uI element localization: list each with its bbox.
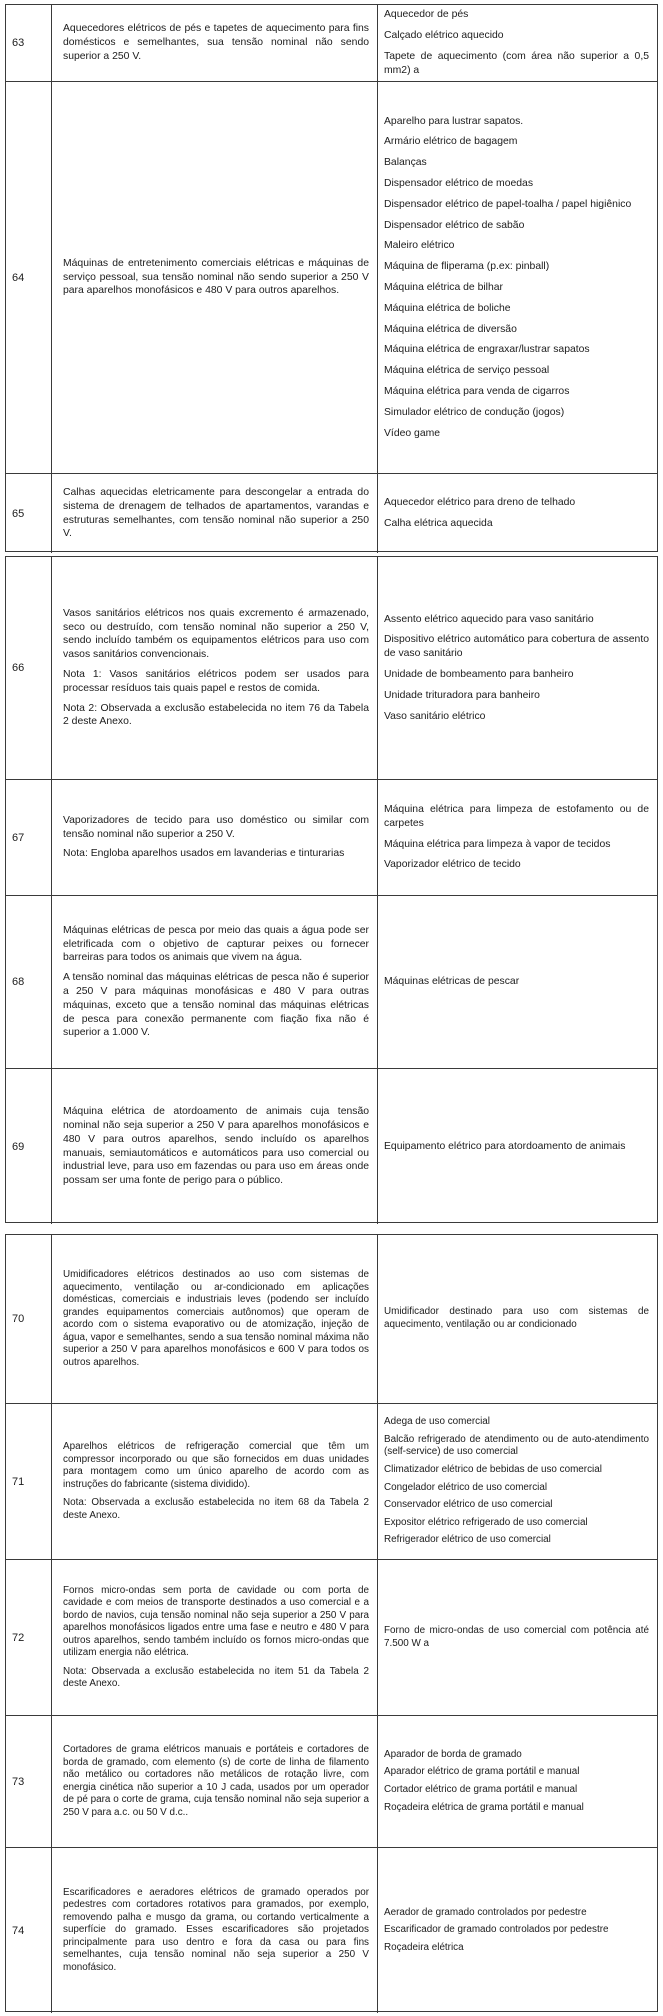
product-item: Calha elétrica aquecida xyxy=(384,518,493,529)
product-item: Unidade de bombeamento para banheiro xyxy=(384,669,574,680)
product-item: Expositor elétrico refrigerado de uso comercial xyxy=(384,1516,588,1528)
description-paragraph: Vasos sanitários elétricos nos quais excremento é armazenado, seco ou destruído, com tensão nominal não superior a 250 V, sendo incluído também os equipamentos elétricos para uso com vasos sanitários convencionais. xyxy=(63,607,369,661)
product-item: Máquinas elétricas de pescar xyxy=(384,976,520,988)
product-item: Aquecedor de pés xyxy=(384,9,469,21)
description-paragraph: Umidificadores elétricos destinados ao uso com sistemas de aquecimento, ventilação ou ar-condicionado em aplicações domésticas, comerciais e industriais leves (podendo ser incluído grandes equipamentos comerciais autônomos) que operam de acordo com o sistema evaporativo ou de atomização, injeção de água, vapor e semelhantes, sendo a sua tensão nominal máxima não superior a 250 V para aparelhos monofásicos e 600 V para todos os outros aparelhos. xyxy=(63,1269,369,1368)
description-note: Nota: Observada a exclusão estabelecida no item 51 da Tabela 2 deste Anexo. xyxy=(63,1665,369,1689)
product-item: Armário elétrico de bagagem xyxy=(384,136,518,148)
table-row-63 xyxy=(6,5,657,81)
description-paragraph: Aquecedores elétricos de pés e tapetes de aquecimento para fins domésticos e semelhantes, sua tensão nominal não sendo superior a 250 V. xyxy=(63,23,369,62)
item-description xyxy=(51,1560,378,1715)
product-item: Maleiro elétrico xyxy=(384,240,455,252)
table-row-71 xyxy=(6,1403,657,1559)
item-number: 71 xyxy=(12,1475,25,1488)
description-paragraph: Máquina elétrica de atordoamento de animais cuja tensão nominal não seja superior a 250 V para aparelhos monofásicos e 480 V para outros aparelhos, sendo incluído os aparelhos manuais, semiautomáticos e automáticos para uso comercial ou industrial leve, para uso em fazendas ou para uso em áreas onde possam ser uma fonte de perigo para o público. xyxy=(63,1106,369,1187)
description-paragraph: Máquinas elétricas de pesca por meio das quais a água pode ser eletrificada com o objetivo de capturar peixes ou fornecer barreiras para todos os animais que vivem na água. xyxy=(63,924,369,964)
product-item: Equipamento elétrico para atordoamento de animais xyxy=(384,1140,626,1152)
product-list xyxy=(378,896,657,1068)
product-item: Vídeo game xyxy=(384,427,441,439)
description-paragraph: Aparelhos elétricos de refrigeração comercial que têm um compressor incorporado ou que são fornecidos em duas unidades para montagem como um único aparelho de acordo com as instruções do fabricante (sistema dividido). xyxy=(63,1441,369,1490)
product-list xyxy=(378,1716,657,1847)
description-paragraph: Fornos micro-ondas sem porta de cavidade ou com porta de cavidade e com meios de transporte destinados a uso comercial e a bordo de navios, cuja tensão nominal não seja superior a 250 V para aparelhos monofásicos ligados entre uma fase e neutro e 480 V para outros aparelhos, sendo também incluído os fornos micro-ondas que utilizam energia não elétrica. xyxy=(63,1584,369,1658)
item-description xyxy=(51,896,378,1068)
product-item: Adega de uso comercial xyxy=(384,1416,490,1428)
product-list xyxy=(378,82,657,473)
product-item: Calçado elétrico aquecido xyxy=(384,30,504,42)
product-item: Dispensador elétrico de moedas xyxy=(384,178,534,190)
description-note: Nota: Engloba aparelhos usados em lavanderias e tinturarias xyxy=(63,848,345,860)
item-number: 65 xyxy=(12,507,25,520)
table-row-69 xyxy=(6,1068,657,1224)
product-item: Dispensador elétrico de sabão xyxy=(384,219,525,231)
item-number: 70 xyxy=(12,1313,25,1325)
item-description xyxy=(51,1848,378,2013)
product-item: Congelador elétrico de uso comercial xyxy=(384,1481,548,1493)
item-description xyxy=(51,1235,378,1403)
item-description xyxy=(51,82,378,473)
product-list xyxy=(378,1235,657,1403)
table-row-68 xyxy=(6,895,657,1068)
description-paragraph: Vaporizadores de tecido para uso doméstico ou similar com tensão nominal não superior a 250 V. xyxy=(63,814,369,840)
product-list xyxy=(378,474,657,553)
product-list xyxy=(378,1848,657,2013)
item-number: 72 xyxy=(12,1631,25,1644)
product-item: Escarificador de gramado controlados por pedestre xyxy=(384,1924,609,1936)
product-item: Conservador elétrico de uso comercial xyxy=(384,1499,553,1511)
description-paragraph: Cortadores de grama elétricos manuais e portáteis e cortadores de borda de gramado, com elemento (s) de corte de linha de filamento não metálico ou cortadores não metálicos de rotação livre, com energia cinética não superior a 10 J cada, usados por um operador de pé para o corte de grama, cuja tensão nominal não seja superior a 250 V para a.c. ou 50 V d.c.. xyxy=(63,1744,369,1818)
item-number: 66 xyxy=(12,662,25,674)
product-item: Vaso sanitário elétrico xyxy=(384,710,486,722)
item-number: 69 xyxy=(12,1140,25,1153)
table-row-73 xyxy=(6,1715,657,1847)
table-row-66 xyxy=(6,557,657,779)
product-item: Unidade trituradora para banheiro xyxy=(384,689,540,701)
item-description xyxy=(51,1716,378,1847)
product-item: Máquina elétrica para venda de cigarros xyxy=(384,385,570,397)
item-number: 73 xyxy=(12,1775,25,1788)
product-item: Balanças xyxy=(384,157,427,169)
product-item: Máquina elétrica para limpeza de estofamento ou de carpetes xyxy=(384,803,649,829)
product-item: Roçadeira elétrica de grama portátil e manual xyxy=(384,1801,584,1813)
product-item: Máquina elétrica de diversão xyxy=(384,323,517,335)
product-list xyxy=(378,1069,657,1224)
table-row-65 xyxy=(6,473,657,553)
description-note: Nota 1: Vasos sanitários elétricos podem ser usados para processar resíduos tais quais papel e restos de comida. xyxy=(63,669,369,694)
description-paragraph: Calhas aquecidas eletricamente para descongelar a entrada do sistema de drenagem de telhados de apartamentos, varandas e estruturas semelhantes, com tensão nominal não superior a 250 V. xyxy=(63,486,369,540)
product-item: Dispensador elétrico de papel-toalha / papel higiênico xyxy=(384,198,632,210)
table-row-74 xyxy=(6,1847,657,2013)
item-description xyxy=(51,1404,378,1559)
item-description xyxy=(51,1069,378,1224)
item-description xyxy=(51,474,378,553)
item-number: 63 xyxy=(12,37,25,49)
product-list xyxy=(378,5,657,81)
product-item: Umidificador destinado para uso com sistemas de aquecimento, ventilação ou ar condicionado xyxy=(384,1306,649,1330)
description-paragraph: Máquinas de entretenimento comerciais elétricas e máquinas de serviço pessoal, sua tensão nominal não sendo superior a 250 V para aparelhos monofásicos e 480 V para outros aparelhos. xyxy=(63,257,369,297)
item-number: 74 xyxy=(12,1924,25,1937)
product-list xyxy=(378,557,657,779)
item-number: 67 xyxy=(12,831,25,844)
product-item: Dispositivo elétrico automático para cobertura de assento de vaso sanitário xyxy=(384,634,649,660)
product-list xyxy=(378,1560,657,1715)
product-item: Aquecedor elétrico para dreno de telhado xyxy=(384,497,576,509)
product-item: Aparelho para lustrar sapatos. xyxy=(384,115,524,127)
product-item: Máquina elétrica de boliche xyxy=(384,302,511,314)
table-segment-2 xyxy=(5,556,658,1223)
product-item: Máquina de fliperama (p.ex: pinball) xyxy=(384,261,550,273)
description-paragraph: A tensão nominal das máquinas elétricas de pesca não é superior a 250 V para máquinas monofásicas e 480 V para outras máquinas, exceto que a tensão nominal das máquinas elétricas de pesca para conexão permanente com fiação fixa não é superior a 1.000 V. xyxy=(63,972,369,1039)
table-row-72 xyxy=(6,1559,657,1715)
product-item: Aerador de gramado controlados por pedestre xyxy=(384,1906,587,1918)
product-item: Tapete de aquecimento (com área não superior a 0,5 mm2) a xyxy=(384,51,649,76)
product-item: Cortador elétrico de grama portátil e manual xyxy=(384,1784,578,1795)
product-item: Refrigerador elétrico de uso comercial xyxy=(384,1534,551,1546)
product-item: Assento elétrico aquecido para vaso sanitário xyxy=(384,613,594,625)
product-item: Roçadeira elétrica xyxy=(384,1941,464,1953)
product-item: Máquina elétrica de serviço pessoal xyxy=(384,365,550,377)
product-item: Aparador elétrico de grama portátil e manual xyxy=(384,1766,580,1778)
product-list xyxy=(378,780,657,895)
product-item: Máquina elétrica de engraxar/lustrar sapatos xyxy=(384,344,590,356)
item-description xyxy=(51,557,378,779)
table-row-64 xyxy=(6,81,657,473)
product-list xyxy=(378,1404,657,1559)
product-item: Climatizador elétrico de bebidas de uso comercial xyxy=(384,1463,602,1475)
product-item: Máquina elétrica para limpeza à vapor de tecidos xyxy=(384,838,611,850)
description-paragraph: Escarificadores e aeradores elétricos de gramado operados por pedestres com cortadores rotativos para gramados, por exemplo, removendo palha e musgo da grama, ou cortando verticalmente a superfície do gramado. Esses escarificadores são projetados principalmente para uso dentro e fora da casa ou para fins semelhantes, cuja tensão nominal não seja superior a 250 V monofásico. xyxy=(63,1886,369,1973)
table-row-67 xyxy=(6,779,657,895)
table-row-70 xyxy=(6,1235,657,1403)
product-item: Simulador elétrico de condução (jogos) xyxy=(384,406,565,418)
product-item: Vaporizador elétrico de tecido xyxy=(384,859,521,871)
product-item: Aparador de borda de gramado xyxy=(384,1748,522,1760)
table-segment-1 xyxy=(5,4,658,552)
description-note: Nota 2: Observada a exclusão estabelecida no item 76 da Tabela 2 deste Anexo. xyxy=(63,702,369,728)
table-segment-3 xyxy=(5,1234,658,2012)
product-item: Forno de micro-ondas de uso comercial com potência até 7.500 W a xyxy=(384,1624,649,1649)
item-number: 64 xyxy=(12,271,25,284)
item-number: 68 xyxy=(12,976,25,988)
description-note: Nota: Observada a exclusão estabelecida no item 68 da Tabela 2 deste Anexo. xyxy=(63,1497,369,1521)
product-item: Balcão refrigerado de atendimento ou de auto-atendimento (self-service) de uso comercial xyxy=(384,1433,649,1458)
item-description xyxy=(51,780,378,895)
product-item: Máquina elétrica de bilhar xyxy=(384,282,503,293)
item-description xyxy=(51,5,378,81)
